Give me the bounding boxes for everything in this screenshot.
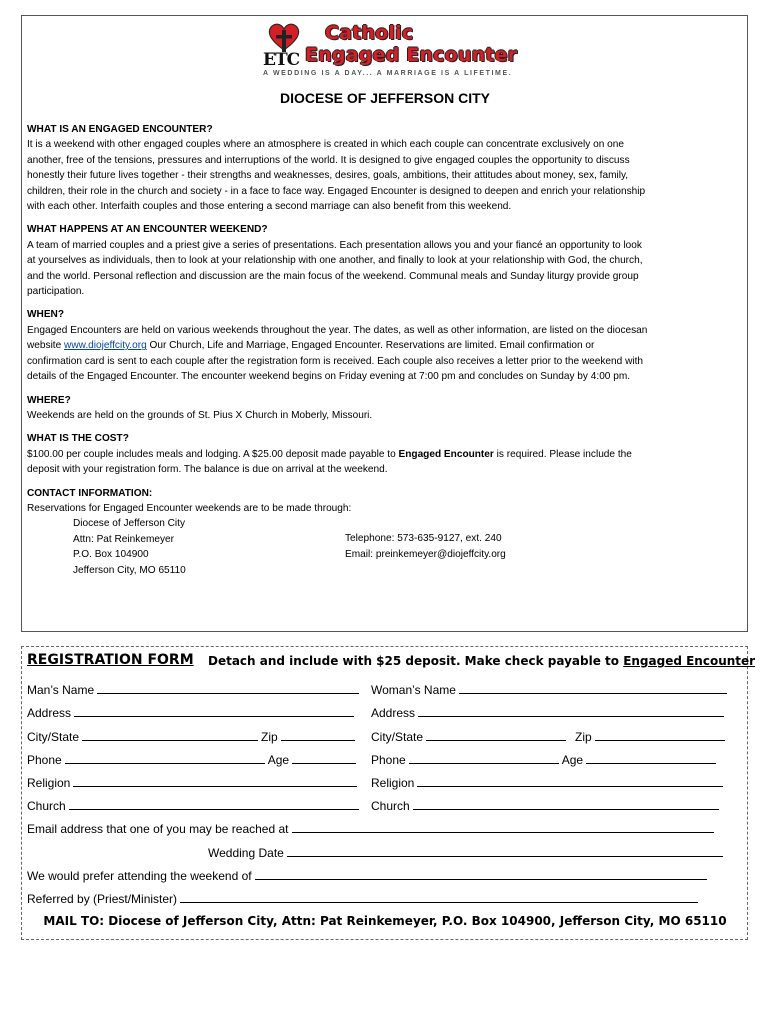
row-woman-religion (371, 775, 726, 790)
text-line: children, their role in the church and society - in a face to face way. Engaged Encounter is designed to deepen and enrich your relationship (27, 185, 646, 197)
man-city-field[interactable] (82, 729, 258, 741)
row-womans-name (371, 682, 730, 697)
text-line: and the world. Personal reflection and discussion are the main focus of the weekend. Communal meals and Sunday liturgy provide group (27, 270, 639, 282)
mans-name-field[interactable] (97, 682, 359, 694)
text-line: another, free of the tensions, pressures and interruptions of the world. It is designed to give engaged couples the opportunity to discuss (27, 154, 630, 166)
man-church-label: Church (27, 799, 66, 813)
logo-tagline: A WEDDING IS A DAY... A MARRIAGE IS A LIFETIME. (263, 70, 513, 77)
man-age-field[interactable] (292, 752, 356, 764)
man-city-label: City/State (27, 730, 80, 744)
man-phone-label: Phone (27, 753, 62, 767)
payee-bold: Engaged Encounter (398, 448, 494, 460)
section-heading: WHERE? (27, 394, 71, 406)
woman-religion-field[interactable] (417, 775, 723, 787)
woman-address-label: Address (371, 706, 416, 720)
row-woman-address (371, 705, 727, 720)
logo (260, 22, 520, 82)
heart-cross-icon (266, 22, 302, 52)
section-what (27, 122, 745, 214)
woman-phone-label: Phone (371, 753, 406, 767)
row-man-phone (27, 752, 359, 767)
row-man-city (27, 729, 358, 744)
man-zip-field[interactable] (281, 729, 355, 741)
text-line: confirmation card is sent to each couple after the registration form is received. Each couple also receives a letter prior to the weekend with (27, 355, 644, 367)
detach-instructions (208, 654, 755, 668)
woman-phone-field[interactable] (409, 752, 559, 764)
address-line: Jefferson City, MO 65110 (73, 564, 186, 576)
section-when (27, 307, 745, 384)
address-line: Attn: Pat Reinkemeyer (73, 533, 174, 545)
registration-title: REGISTRATION FORM (27, 652, 194, 668)
row-man-church (27, 798, 362, 813)
womans-name-field[interactable] (459, 682, 727, 694)
row-woman-city (371, 729, 728, 744)
text-line: Weekends are held on the grounds of St. Pius X Church in Moberly, Missouri. (27, 409, 373, 421)
man-phone-field[interactable] (65, 752, 265, 764)
text-line (27, 338, 745, 353)
address-line: Diocese of Jefferson City (73, 518, 186, 530)
text-fragment: Detach and include with $25 deposit. Make check payable to (208, 654, 624, 668)
email-field[interactable] (292, 821, 714, 833)
section-heading: WHAT HAPPENS AT AN ENCOUNTER WEEKEND? (27, 224, 268, 236)
mailing-address (73, 516, 186, 578)
section-where (27, 393, 745, 424)
woman-church-field[interactable] (413, 798, 719, 810)
man-age-label: Age (267, 753, 290, 767)
prefer-weekend-label: We would prefer attending the weekend of (27, 869, 252, 883)
wedding-date-field[interactable] (287, 845, 723, 857)
woman-age-label: Age (561, 753, 584, 767)
contact-details (345, 531, 506, 562)
woman-religion-label: Religion (371, 776, 415, 790)
man-zip-label: Zip (261, 730, 278, 744)
row-man-address (27, 705, 357, 720)
email: Email: preinkemeyer@diojeffcity.org (345, 548, 506, 560)
man-church-field[interactable] (69, 798, 359, 810)
man-religion-label: Religion (27, 776, 71, 790)
referred-by-field[interactable] (180, 891, 698, 903)
mans-name-label: Man’s Name (27, 683, 95, 697)
text-line: A team of married couples and a priest give a series of presentations. Each presentation allows you and your fiancé an opportunity to look (27, 239, 642, 251)
logo-line1: Catholic (325, 22, 414, 44)
text-line (27, 447, 745, 462)
row-woman-phone (371, 752, 719, 767)
woman-city-field[interactable] (426, 729, 566, 741)
section-happens (27, 222, 745, 299)
section-heading: WHAT IS THE COST? (27, 433, 129, 445)
woman-church-label: Church (371, 799, 410, 813)
text-line: deposit with your registration form. The balance is due on arrival at the weekend. (27, 464, 388, 476)
section-heading: WHEN? (27, 309, 65, 321)
section-heading: CONTACT INFORMATION: (27, 487, 153, 499)
text-line: It is a weekend with other engaged couples where an atmosphere is created in which each couple can concentrate exclusively on one (27, 139, 625, 151)
womans-name-label: Woman’s Name (371, 683, 456, 697)
row-man-religion (27, 775, 360, 790)
logo-etc: ETC (263, 50, 300, 70)
email-label: Email address that one of you may be reached at (27, 822, 289, 836)
woman-address-field[interactable] (418, 705, 724, 717)
section-heading: WHAT IS AN ENGAGED ENCOUNTER? (27, 124, 213, 135)
text-line: participation. (27, 286, 85, 298)
page-title: DIOCESE OF JEFFERSON CITY (279, 90, 491, 106)
info-content (27, 122, 745, 586)
woman-city-label: City/State (371, 730, 424, 744)
address-line: P.O. Box 104900 (73, 549, 149, 561)
text-line: details of the Engaged Encounter. The encounter weekend begins on Friday evening at 7:00 pm and concludes on Sunday by 4:00 pm. (27, 371, 631, 383)
man-address-label: Address (27, 706, 72, 720)
text-line: at yourselves as individuals, then to look at your relationship with one another, and finally to look at your relationship with God, the church, (27, 255, 643, 267)
mail-to: MAIL TO: Diocese of Jefferson City, Attn: Pat Reinkemeyer, P.O. Box 104900, Jefferson City, MO 65110 (43, 914, 727, 928)
row-wedding-date (208, 845, 726, 860)
section-contact (27, 486, 745, 579)
text-fragment: $100.00 per couple includes meals and lodging. A $25.00 deposit made payable to (27, 448, 399, 460)
logo-line2: Engaged Encounter (305, 44, 518, 66)
woman-age-field[interactable] (586, 752, 716, 764)
text-line: with each other. Interfaith couples and those entering a second marriage can also benefit from this weekend. (27, 201, 512, 213)
row-mans-name (27, 682, 362, 697)
referred-by-label: Referred by (Priest/Minister) (27, 892, 178, 906)
telephone: Telephone: 573-635-9127, ext. 240 (345, 533, 502, 545)
text-fragment: is required. Please include the (493, 448, 632, 460)
text-fragment: Our Church, Life and Marriage, Engaged Encounter. Reservations are limited. Email confirmation or (146, 340, 595, 352)
payee-underlined: Engaged Encounter (623, 654, 756, 668)
wedding-date-label: Wedding Date (208, 846, 284, 860)
text-line: Reservations for Engaged Encounter weekends are to be made through: (27, 502, 352, 514)
text-fragment: website (27, 340, 65, 352)
diocese-website-link[interactable]: www.diojeffcity.org (64, 340, 147, 352)
section-cost (27, 431, 745, 477)
woman-zip-label: Zip (575, 730, 592, 744)
text-line: Engaged Encounters are held on various weekends throughout the year. The dates, as well as other information, are listed on the diocesan (27, 324, 648, 336)
row-prefer-weekend (27, 868, 710, 883)
row-woman-church (371, 798, 722, 813)
woman-zip-field[interactable] (595, 729, 725, 741)
row-referred-by (27, 891, 701, 906)
row-email (27, 821, 717, 836)
text-line: honestly their future lives together - their strengths and weaknesses, desires, goals, ambitions, their attitudes about money, sex, family, (27, 170, 629, 182)
contact-address-block (27, 516, 745, 578)
man-religion-field[interactable] (73, 775, 357, 787)
man-address-field[interactable] (74, 705, 354, 717)
prefer-weekend-field[interactable] (255, 868, 707, 880)
